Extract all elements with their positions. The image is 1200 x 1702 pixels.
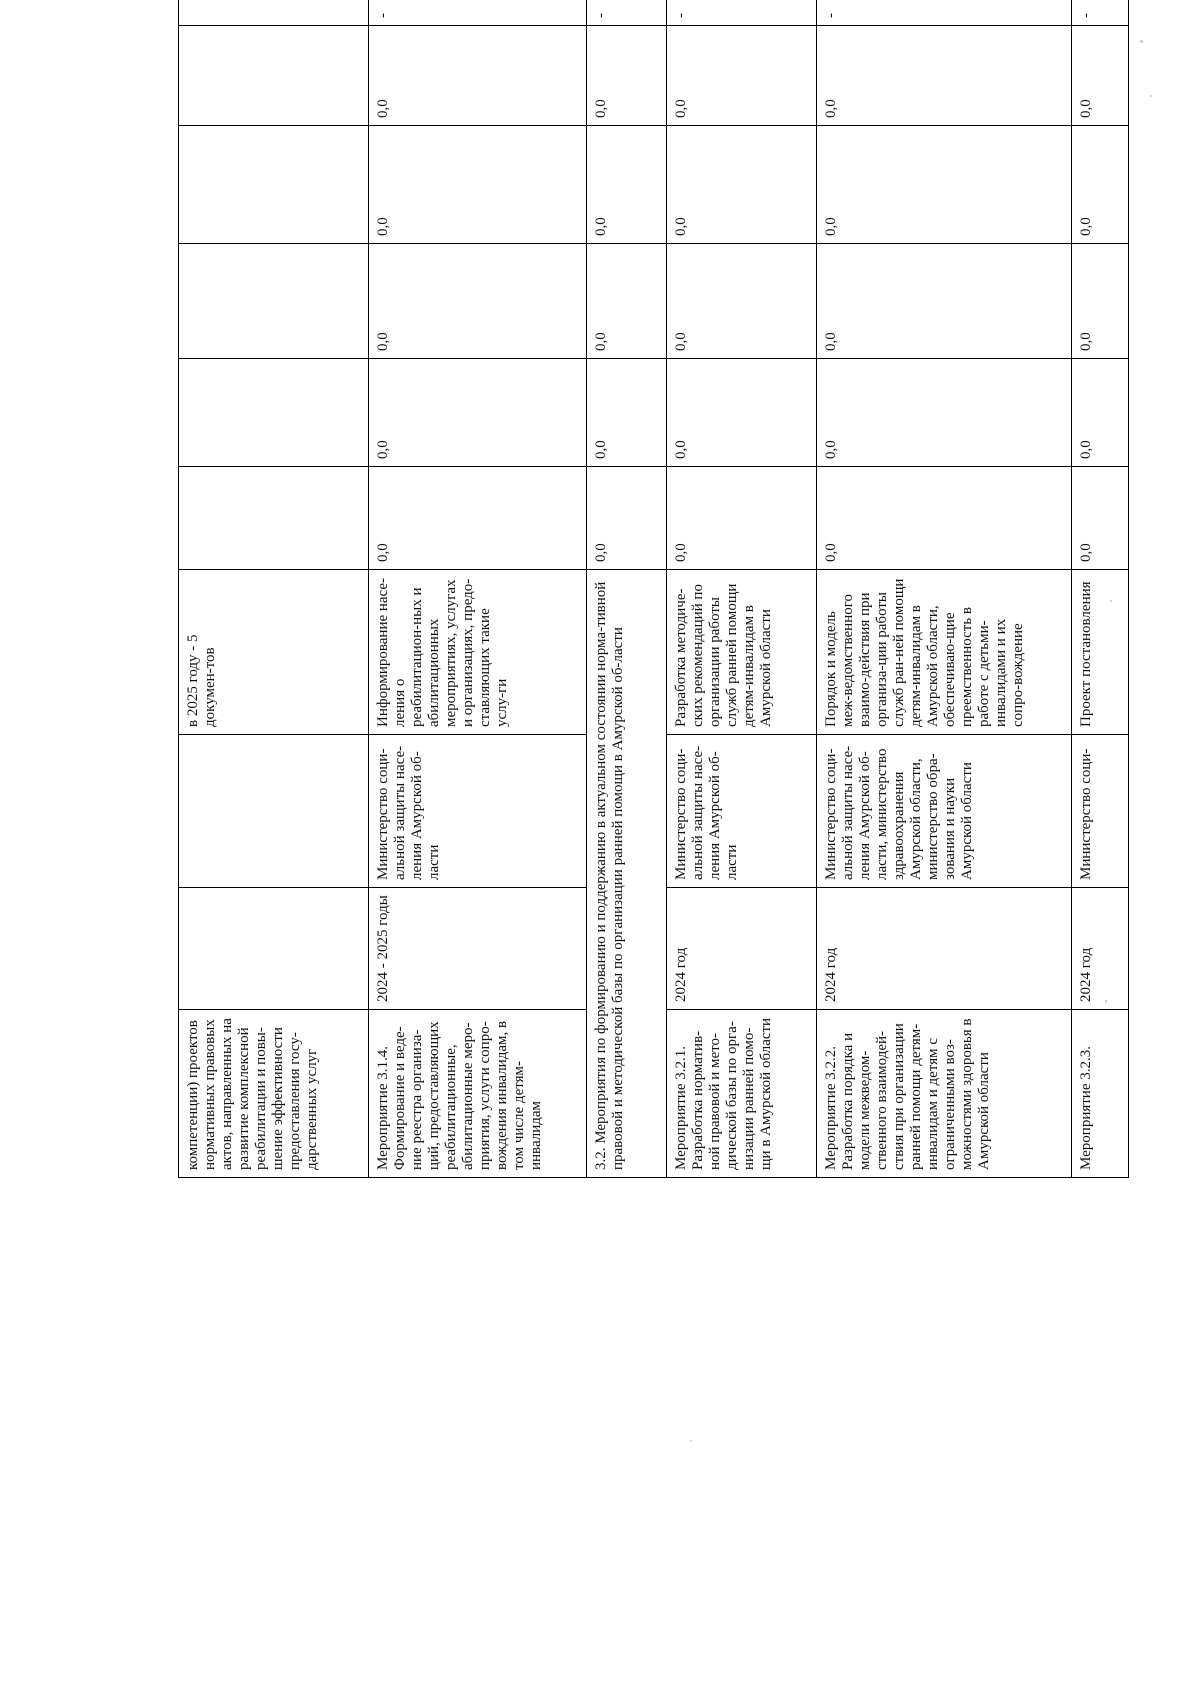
value-cell: 0,0 xyxy=(667,244,817,359)
value-cell: 0,0 xyxy=(1072,26,1129,126)
value-cell: 0,0 xyxy=(667,126,817,244)
value-cell xyxy=(179,359,369,467)
event-cell: Мероприятие 3.2.1. Разработка норматив-ной правовой и мето-дической базы по орга-низации ранней помо-щи в Амурской области xyxy=(667,1010,817,1178)
scan-speck xyxy=(1110,600,1112,602)
rotated-page xyxy=(178,13,1128,1178)
value-cell: 0,0 xyxy=(1072,467,1129,570)
scan-speck xyxy=(1140,40,1143,43)
value-cell: 0,0 xyxy=(587,359,667,467)
period-cell: 2024 год xyxy=(1072,888,1129,1010)
value-cell: - xyxy=(587,0,667,26)
value-cell: 0,0 xyxy=(369,467,587,570)
event-cell: компетенции) проектов нормативных правовых актов, направленных на развитие комплексной реабилитации и повы-шение эффективности предоставления госу-дарственных услуг xyxy=(179,1010,369,1178)
value-cell: 0,0 xyxy=(587,244,667,359)
value-cell xyxy=(179,26,369,126)
result-cell: Информирование насе-ления о реабилитацион-ных и абилитационных мероприятиях, услугах и организациях, предо-ставляющих такие услу-ги xyxy=(369,570,587,735)
value-cell: 0,0 xyxy=(817,359,1072,467)
table-row xyxy=(1072,0,1129,1178)
scan-speck xyxy=(1105,1000,1107,1003)
value-cell: 0,0 xyxy=(667,359,817,467)
value-cell xyxy=(179,0,369,26)
value-cell xyxy=(179,467,369,570)
value-cell: - xyxy=(1072,0,1129,26)
value-cell: 0,0 xyxy=(667,467,817,570)
result-cell: Проект постановления xyxy=(1072,570,1129,735)
value-cell: 0,0 xyxy=(817,244,1072,359)
value-cell: 0,0 xyxy=(369,244,587,359)
value-cell: 0,0 xyxy=(587,126,667,244)
value-cell: 0,0 xyxy=(369,359,587,467)
value-cell: 0,0 xyxy=(1072,359,1129,467)
value-cell: - xyxy=(817,0,1072,26)
result-cell: в 2025 году - 5 докумен-тов xyxy=(179,570,369,735)
event-cell: Мероприятие 3.1.4. Формирование и веде-ние реестра организа-ций, предоставляющих реабилитационные, абилитационные меро-приятия, услуги сопро-вождения инвалидам, в том числе детям-инвалидам xyxy=(369,1010,587,1178)
section-row xyxy=(587,0,667,1178)
value-cell: - xyxy=(667,0,817,26)
table-row xyxy=(817,0,1072,1178)
value-cell: 0,0 xyxy=(1072,126,1129,244)
value-cell: 0,0 xyxy=(1072,244,1129,359)
executor-cell: Министерство соци- xyxy=(1072,735,1129,888)
event-cell: Мероприятие 3.2.3. xyxy=(1072,1010,1129,1178)
value-cell: 0,0 xyxy=(667,26,817,126)
scan-speck xyxy=(1150,95,1152,97)
period-cell: 2024 - 2025 годы xyxy=(369,888,587,1010)
section-heading: 3.2. Мероприятия по формированию и поддержанию в актуальном состоянии норма-тивной правовой и методической базы по организации ранней помощи в Амурской об-ласти xyxy=(587,570,667,1178)
value-cell xyxy=(179,244,369,359)
value-cell: 0,0 xyxy=(587,467,667,570)
executor-cell: Министерство соци-альной защиты насе-ления Амурской об-ласти, министерство здравоохранения Амурской области, министерство обра-зования и науки Амурской области xyxy=(817,735,1072,888)
table-row xyxy=(667,0,817,1178)
value-cell: 0,0 xyxy=(369,126,587,244)
value-cell: 0,0 xyxy=(817,467,1072,570)
period-cell xyxy=(179,888,369,1010)
value-cell: 0,0 xyxy=(817,26,1072,126)
value-cell: 0,0 xyxy=(369,26,587,126)
table-row xyxy=(179,0,369,1178)
result-cell: Порядок и модель меж-ведомственного взаимо-действия при организа-ции работы служб ран-ней помощи детям-инвалидам в Амурской области, обеспечиваю-щие преемственность в работе с детьми-инвалидами и их сопро-вождение xyxy=(817,570,1072,735)
event-cell: Мероприятие 3.2.2. Разработка порядка и модели межведом-ственного взаимодей-ствия при организации ранней помощи детям-инвалидам и детям с ограниченными воз-можностями здоровья в Амурской области xyxy=(817,1010,1072,1178)
executor-cell: Министерство соци-альной защиты насе-ления Амурской об-ласти xyxy=(369,735,587,888)
value-cell: - xyxy=(369,0,587,26)
result-cell: Разработка методиче-ских рекомендаций по организации работы служб ранней помощи детям-инвалидам в Амурской области xyxy=(667,570,817,735)
executor-cell xyxy=(179,735,369,888)
activities-table xyxy=(178,0,1129,1178)
period-cell: 2024 год xyxy=(667,888,817,1010)
value-cell xyxy=(179,126,369,244)
table-row xyxy=(369,0,587,1178)
value-cell: 0,0 xyxy=(817,126,1072,244)
value-cell: 0,0 xyxy=(587,26,667,126)
period-cell: 2024 год xyxy=(817,888,1072,1010)
executor-cell: Министерство соци-альной защиты насе-ления Амурской об-ласти xyxy=(667,735,817,888)
scan-speck xyxy=(690,1440,692,1442)
